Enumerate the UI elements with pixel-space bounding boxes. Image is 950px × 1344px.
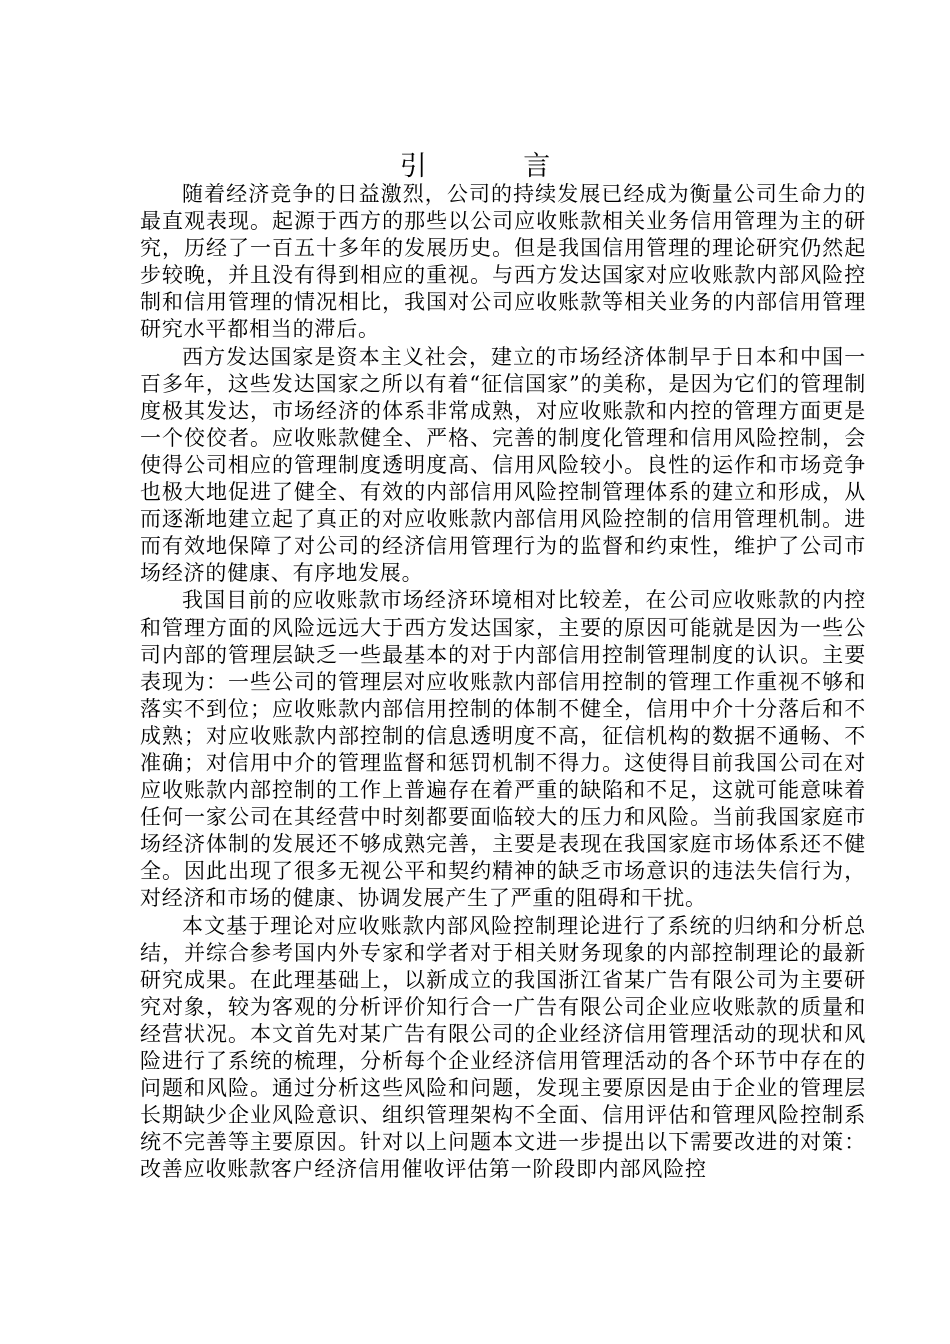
- paragraph: 西方发达国家是资本主义社会，建立的市场经济体制早于日本和中国一百多年，这些发达国家之所以有着“征信国家”的美称，是因为它们的管理制度极其发达，市场经济的体系非常成熟，对应收账款和内控的管理方面更是一个佼佼者。应收账款健全、严格、完善的制度化管理和信用风险控制，会使得公司相应的管理制度透明度高、信用风险较小。良性的运作和市场竞争也极大地促进了健全、有效的内部信用风险控制管理体系的建立和形成，从而逐渐地建立起了真正的对应收账款内部信用风险控制的信用管理机制。进而有效地保障了对公司的经济信用管理行为的监督和约束性，维护了公司市场经济的健康、有序地发展。: [140, 344, 866, 586]
- paragraph: 随着经济竞争的日益激烈，公司的持续发展已经成为衡量公司生命力的最直观表现。起源于西方的那些以公司应收账款相关业务信用管理为主的研究，历经了一百五十多年的发展历史。但是我国信用管理的理论研究仍然起步较晚，并且没有得到相应的重视。与西方发达国家对应收账款内部风险控制和信用管理的情况相比，我国对公司应收账款等相关业务的内部信用管理研究水平都相当的滞后。: [140, 182, 866, 342]
- body-text: [140, 181, 866, 1183]
- paragraph: 本文基于理论对应收账款内部风险控制理论进行了系统的归纳和分析总结，并综合参考国内外专家和学者对于相关财务现象的内部控制理论的最新研究成果。在此理基础上，以新成立的我国浙江省某广告有限公司为主要研究对象，较为客观的分析评价知行合一广告有限公司企业应收账款的质量和经营状况。本文首先对某广告有限公司的企业经济信用管理活动的现状和风险进行了系统的梳理，分析每个企业经济信用管理活动的各个环节中存在的问题和风险。通过分析这些风险和问题，发现主要原因是由于企业的管理层长期缺少企业风险意识、组织管理架构不全面、信用评估和管理风险控制系统不完善等主要原因。针对以上问题本文进一步提出以下需要改进的对策：改善应收账款客户经济信用催收评估第一阶段即内部风险控: [140, 913, 866, 1182]
- paragraph: 我国目前的应收账款市场经济环境相对比较差，在公司应收账款的内控和管理方面的风险远远大于西方发达国家，主要的原因可能就是因为一些公司内部的管理层缺乏一些最基本的对于内部信用控制管理制度的认识。主要表现为：一些公司的管理层对应收账款内部信用控制的管理工作重视不够和落实不到位；应收账款内部信用控制的体制不健全，信用中介十分落后和不成熟；对应收账款内部控制的信息透明度不高，征信机构的数据不通畅、不准确；对信用中介的管理监督和惩罚机制不得力。这使得目前我国公司在对应收账款内部控制的工作上普遍存在着严重的缺陷和不足，这就可能意味着任何一家公司在其经营中时刻都要面临较大的压力和风险。当前我国家庭市场经济体制的发展还不够成熟完善，主要是表现在我国家庭市场体系还不健全。因此出现了很多无视公平和契约精神的缺乏市场意识的违法失信行为，对经济和市场的健康、协调发展产生了严重的阻碍和干扰。: [140, 588, 866, 911]
- page-title: 引 言: [399, 151, 595, 182]
